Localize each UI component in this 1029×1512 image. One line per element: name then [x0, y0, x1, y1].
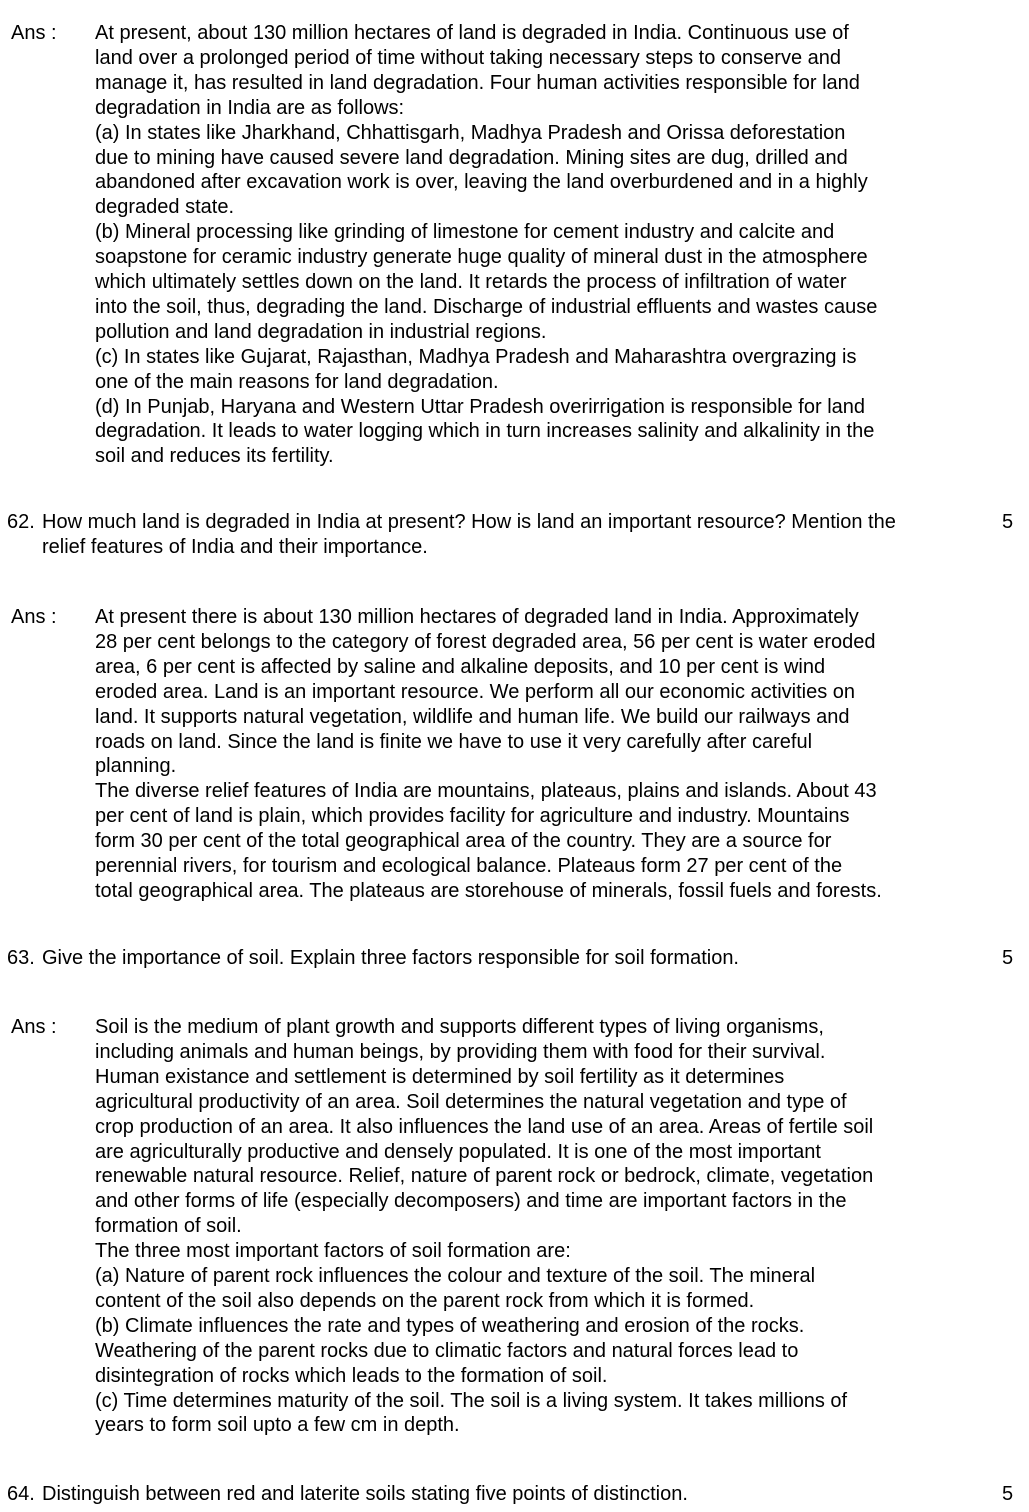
answer-label: Ans :	[11, 606, 57, 628]
answer-text-line: The three most important factors of soil formation are:	[95, 1240, 571, 1263]
answer-text-line: eroded area. Land is an important resource. We perform all our economic activities on	[95, 680, 856, 703]
answer-text-line: (d) In Punjab, Haryana and Western Uttar Pradesh overirrigation is responsible for land	[95, 395, 866, 418]
answer-text-line: crop production of an area. It also influences the land use of an area. Areas of fertile soil	[95, 1115, 874, 1138]
answer-text-line: soapstone for ceramic industry generate huge quality of mineral dust in the atmosphere	[95, 246, 868, 269]
answer-text-line: abandoned after excavation work is over, leaving the land overburdened and in a highly	[95, 171, 868, 194]
answer-text-line: area, 6 per cent is affected by saline and alkaline deposits, and 10 per cent is wind	[95, 655, 826, 678]
answer-text-line: (c) Time determines maturity of the soil. The soil is a living system. It takes millions of	[95, 1389, 848, 1412]
answer-text-line: At present, about 130 million hectares of land is degraded in India. Continuous use of	[95, 22, 849, 44]
answer-text-line: (a) Nature of parent rock influences the colour and texture of the soil. The mineral	[95, 1265, 816, 1287]
answer-text-line: roads on land. Since the land is finite we have to use it very carefully after careful	[95, 730, 813, 753]
answer-text-line: degraded state.	[95, 196, 234, 219]
answer-text-line: agricultural productivity of an area. Soil determines the natural vegetation and type of	[95, 1090, 847, 1113]
answer-text-line: and other forms of life (especially decomposers) and time are important factors in the	[95, 1190, 847, 1213]
answer-text-line: are agriculturally productive and densely populated. It is one of the most important	[95, 1140, 821, 1163]
answer-text-line: one of the main reasons for land degradation.	[95, 370, 499, 393]
question-text-line: How much land is degraded in India at present? How is land an important resource? Mention the	[42, 511, 896, 533]
answer-text-line: (b) Mineral processing like grinding of limestone for cement industry and calcite and	[95, 221, 835, 244]
answer-text-line: Weathering of the parent rocks due to climatic factors and natural forces lead to	[95, 1339, 799, 1362]
answer-text-line: 28 per cent belongs to the category of forest degraded area, 56 per cent is water eroded	[95, 630, 876, 653]
question-marks: 5	[1002, 1483, 1014, 1505]
question-number: 64.	[7, 1483, 35, 1505]
answer-text-line: including animals and human beings, by providing them with food for their survival.	[95, 1040, 826, 1063]
answer-text-line: (a) In states like Jharkhand, Chhattisgarh, Madhya Pradesh and Orissa deforestation	[95, 121, 846, 144]
answer-text-line: land. It supports natural vegetation, wildlife and human life. We build our railways and	[95, 705, 850, 728]
answer-text-line: (c) In states like Gujarat, Rajasthan, Madhya Pradesh and Maharashtra overgrazing is	[95, 345, 857, 368]
question-marks: 5	[1002, 947, 1014, 969]
answer-text-line: land over a prolonged period of time without taking necessary steps to conserve and	[95, 46, 841, 69]
answer-text-line: renewable natural resource. Relief, nature of parent rock or bedrock, climate, vegetation	[95, 1165, 874, 1188]
answer-text-line: into the soil, thus, degrading the land. Discharge of industrial effluents and wastes cause	[95, 295, 878, 318]
answer-text-line: degradation in India are as follows:	[95, 96, 405, 119]
answer-text-line: per cent of land is plain, which provides facility for agriculture and industry. Mountains	[95, 805, 850, 828]
answer-label: Ans :	[11, 1016, 57, 1038]
answer-text-line: manage it, has resulted in land degradation. Four human activities responsible for land	[95, 71, 860, 94]
question-text-line: Distinguish between red and laterite soils stating five points of distinction.	[42, 1483, 688, 1505]
answer-text-line: total geographical area. The plateaus are storehouse of minerals, fossil fuels and forests.	[95, 879, 882, 902]
answer-text-line: pollution and land degradation in industrial regions.	[95, 320, 547, 343]
question-marks: 5	[1002, 511, 1014, 533]
answer-text-line: years to form soil upto a few cm in depth.	[95, 1414, 460, 1437]
answer-text-line: disintegration of rocks which leads to the formation of soil.	[95, 1364, 608, 1387]
answer-text-line: (b) Climate influences the rate and types of weathering and erosion of the rocks.	[95, 1314, 805, 1337]
question-text-line: Give the importance of soil. Explain three factors responsible for soil formation.	[42, 947, 739, 969]
answer-label: Ans :	[11, 22, 57, 44]
question-text-line: relief features of India and their importance.	[42, 535, 428, 558]
answer-text-line: form 30 per cent of the total geographical area of the country. They are a source for	[95, 830, 832, 853]
answer-text-line: perennial rivers, for tourism and ecological balance. Plateaus form 27 per cent of the	[95, 855, 843, 877]
question-number: 63.	[7, 947, 35, 969]
answer-text-line: which ultimately settles down on the land. It retards the process of infiltration of water	[95, 271, 847, 293]
answer-text-line: Human existance and settlement is determined by soil fertility as it determines	[95, 1065, 785, 1088]
answer-text-line: soil and reduces its fertility.	[95, 445, 334, 468]
answer-text-line: At present there is about 130 million hectares of degraded land in India. Approximately	[95, 606, 859, 628]
answer-text-line: planning.	[95, 755, 177, 778]
answer-text-line: degradation. It leads to water logging which in turn increases salinity and alkalinity in the	[95, 420, 875, 443]
answer-text-line: due to mining have caused severe land degradation. Mining sites are dug, drilled and	[95, 146, 848, 169]
answer-text-line: Soil is the medium of plant growth and supports different types of living organisms,	[95, 1016, 824, 1038]
answer-text-line: formation of soil.	[95, 1215, 242, 1238]
answer-text-line: The diverse relief features of India are mountains, plateaus, plains and islands. About 43	[95, 780, 877, 803]
question-number: 62.	[7, 511, 35, 533]
answer-text-line: content of the soil also depends on the parent rock from which it is formed.	[95, 1289, 755, 1312]
